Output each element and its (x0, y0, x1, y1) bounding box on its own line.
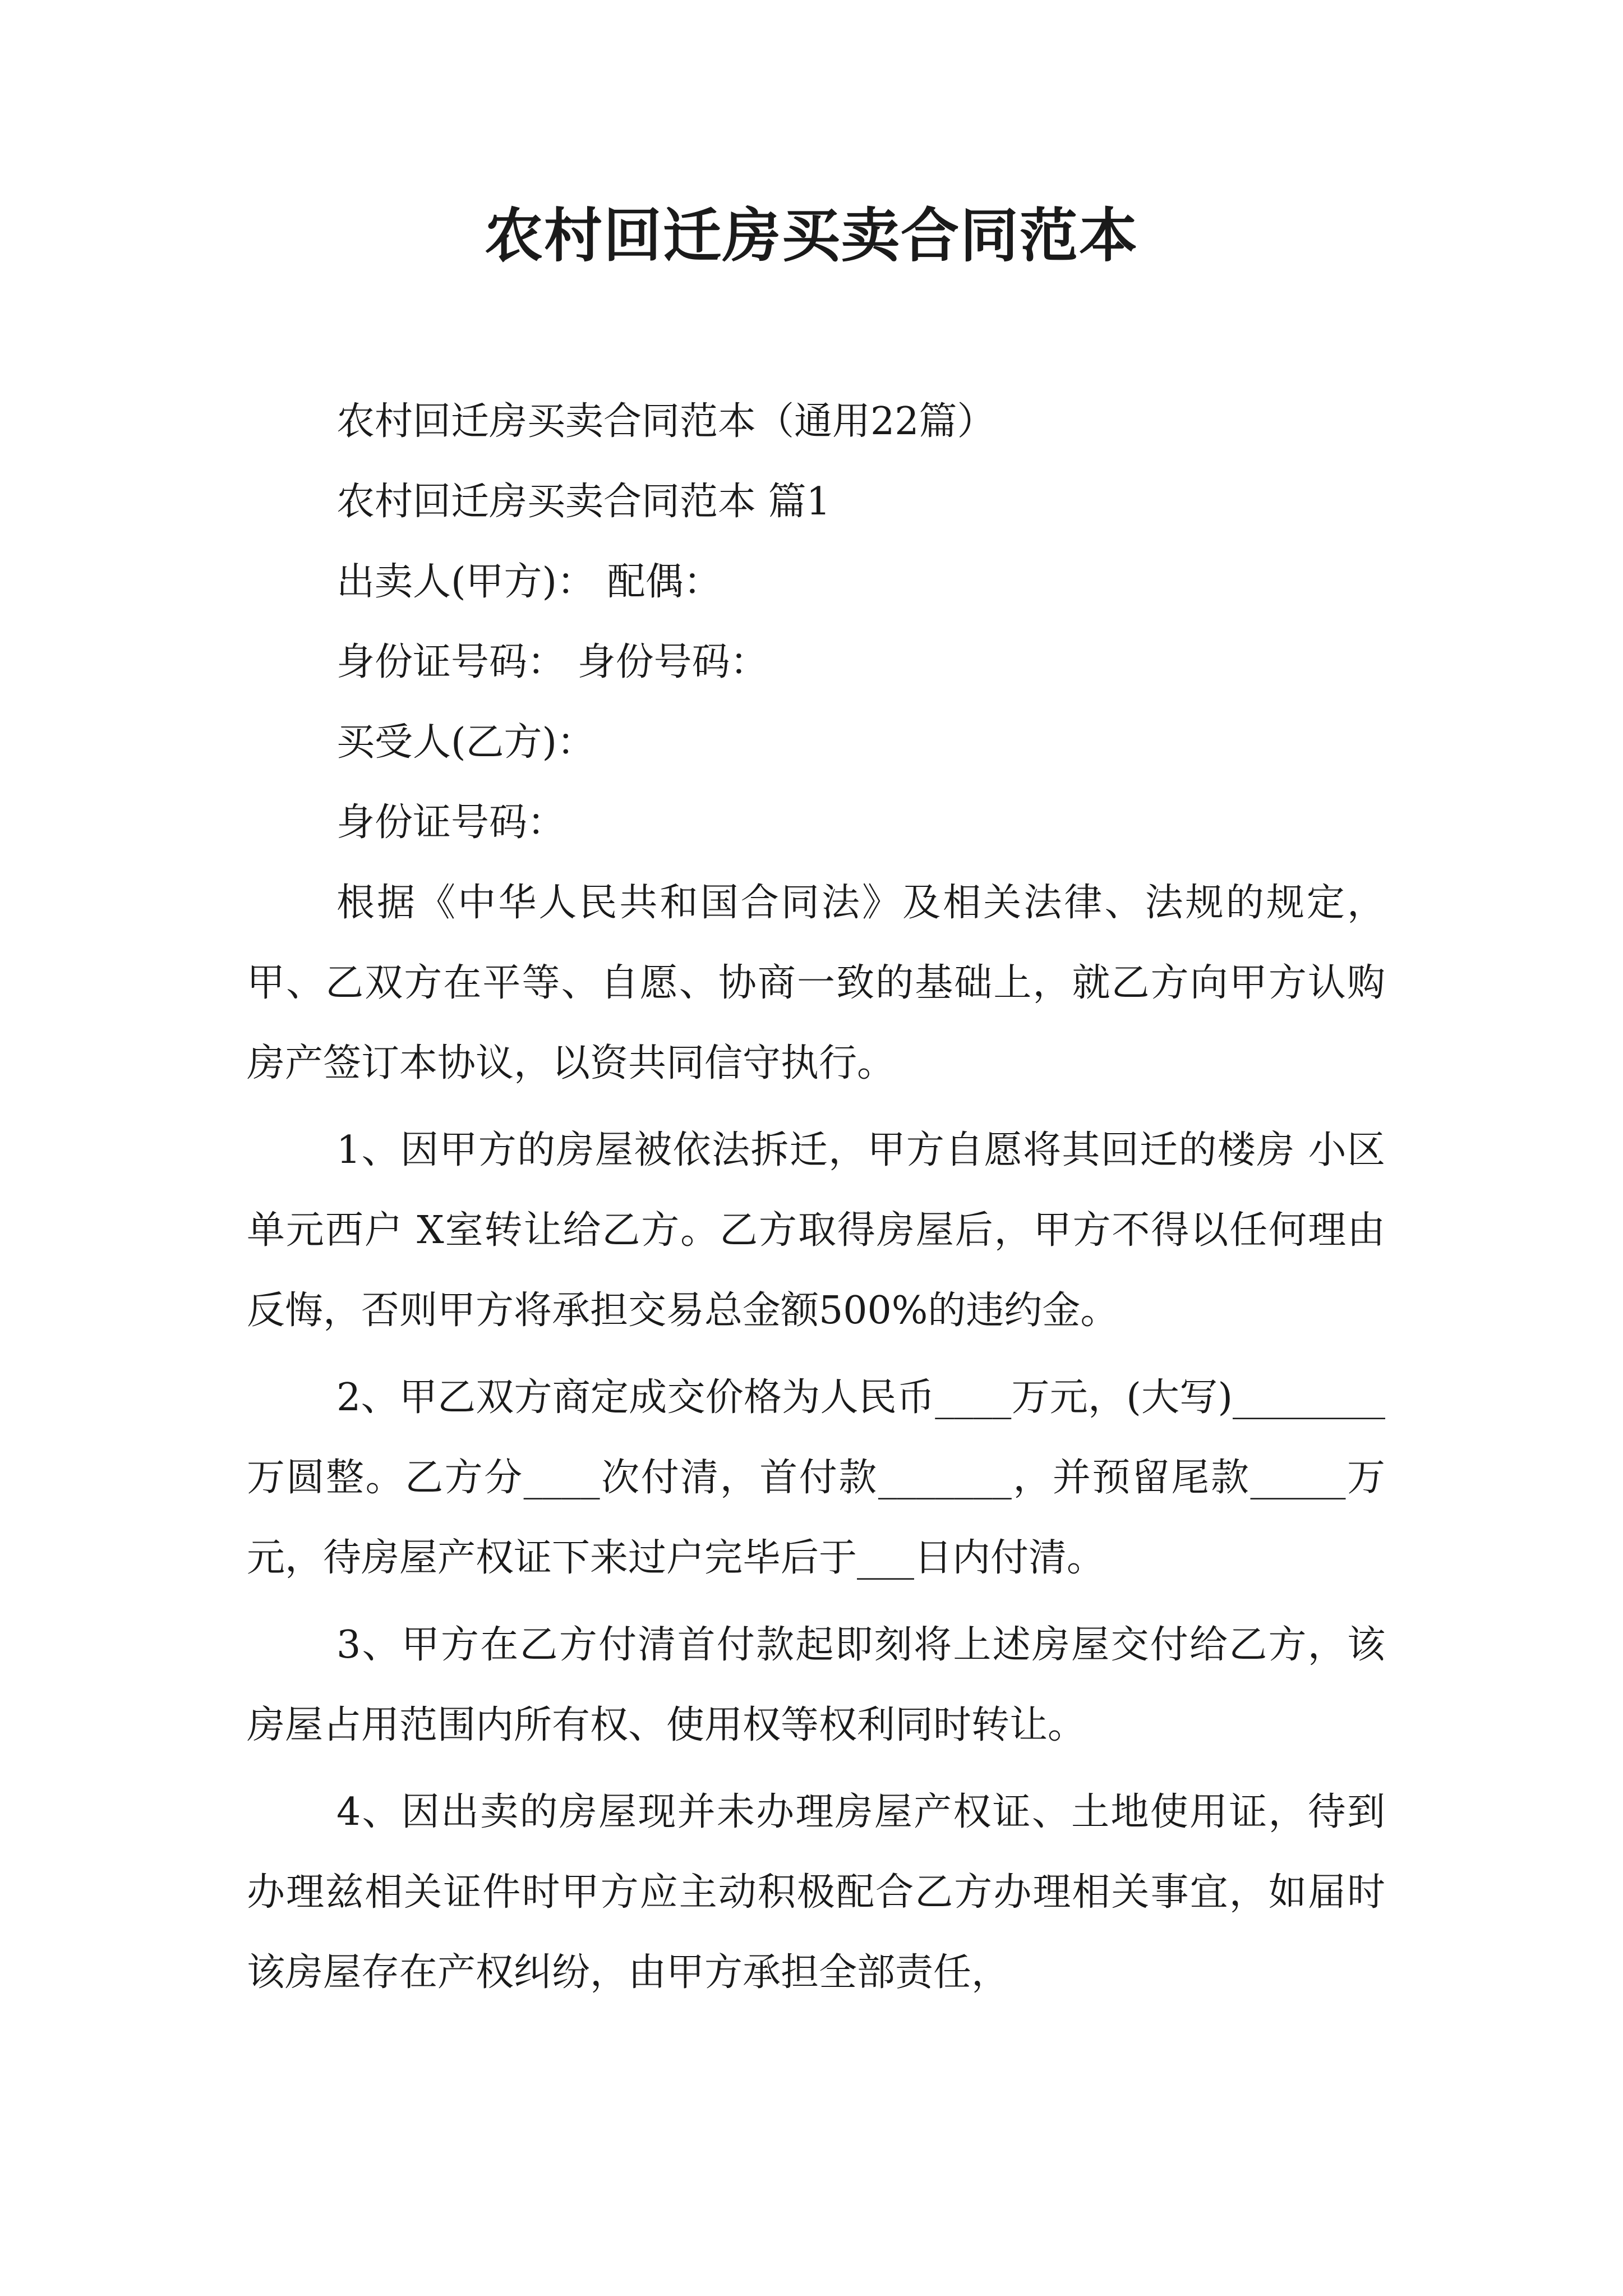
clause-3-paragraph: 3、甲方在乙方付清首付款起即刻将上述房屋交付给乙方，该房屋占用范围内所有权、使用权等权利同时转让。 (247, 1623, 1385, 1747)
clause-4-paragraph: 4、因出卖的房屋现并未办理房屋产权证、土地使用证，待到办理兹相关证件时甲方应主动积极配合乙方办理相关事宜，如届时该房屋存在产权纠纷，由甲方承担全部责任， (247, 1790, 1385, 1995)
document-title: 农村回迁房买卖合同范本 (484, 201, 1138, 270)
clause-2-paragraph: 2、甲乙双方商定成交价格为人民币____万元，(大写)________万圆整。乙方分____次付清，首付款_______，并预留尾款_____万元，待房屋产权证下来过户完毕后于___日内付清。 (247, 1375, 1385, 1580)
document-body (247, 370, 1385, 2013)
seller-id-field: 身份证号码： 身份号码： (336, 640, 768, 684)
document-subtitle: 农村回迁房买卖合同范本（通用22篇） (336, 399, 995, 444)
seller-field: 出卖人(甲方)： 配偶： (336, 560, 722, 604)
intro-paragraph: 根据《中华人民共和国合同法》及相关法律、法规的规定，甲、乙双方在平等、自愿、协商一致的基础上，就乙方向甲方认购房产签订本协议，以资共同信守执行。 (247, 881, 1385, 1085)
buyer-field: 买受人(乙方)： (336, 720, 596, 765)
clause-1-paragraph: 1、因甲方的房屋被依法拆迁，甲方自愿将其回迁的楼房 小区 单元西户 X室转让给乙方。乙方取得房屋后，甲方不得以任何理由反悔，否则甲方将承担交易总金额500%的违约金。 (247, 1128, 1385, 1333)
section-heading: 农村回迁房买卖合同范本 篇1 (336, 480, 831, 524)
buyer-id-field: 身份证号码： (336, 800, 566, 845)
